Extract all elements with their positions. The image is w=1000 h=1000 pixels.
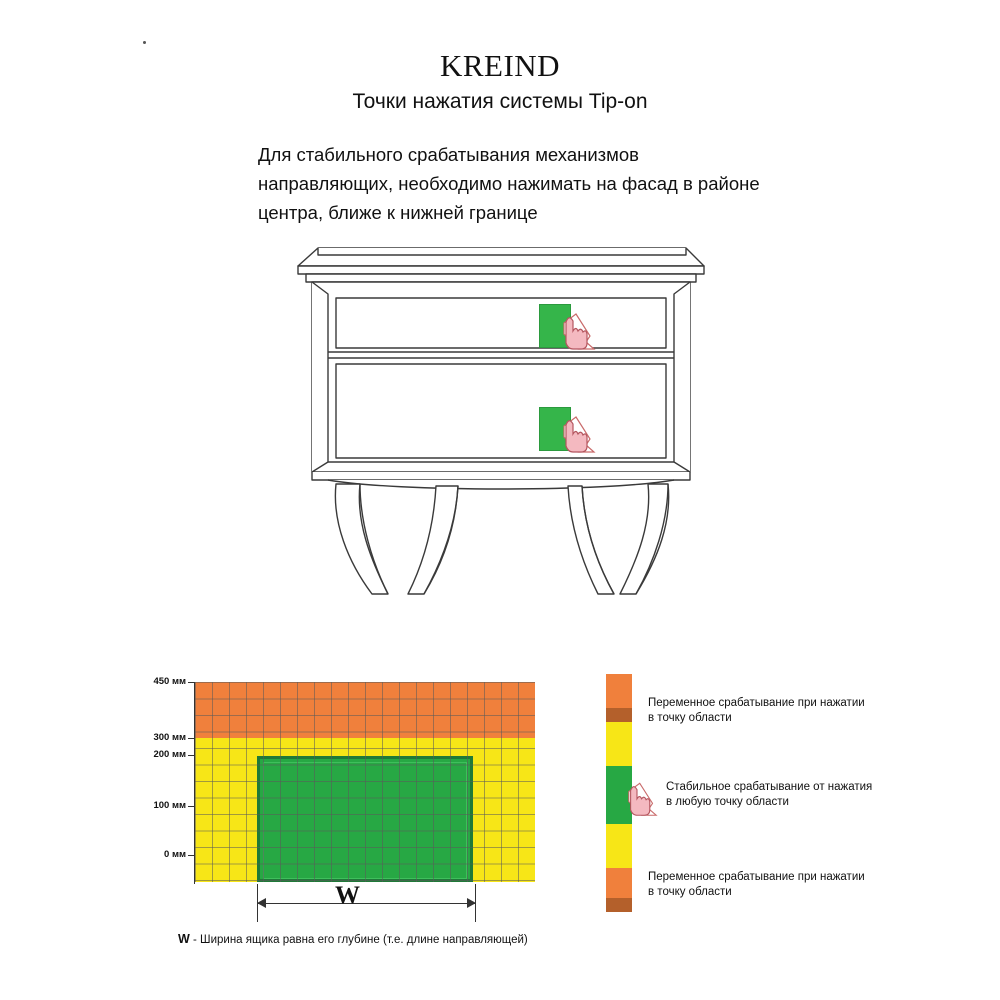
intro-paragraph: Для стабильного срабатывания механизмов направляющих, необходимо нажимать на фасад в районе центра, ближе к нижней границе [258, 144, 760, 223]
caption-text: - Ширина ящика равна его глубине (т.е. длине направляющей) [189, 934, 528, 946]
activation-zone-chart [120, 660, 880, 960]
y-tick-label: 100 мм [153, 800, 186, 811]
legend-label-variable-bottom: Переменное срабатывание при нажатии в точку области [648, 871, 865, 898]
nightstand-illustration [276, 222, 726, 612]
legend-swatch-dark-orange-bottom [606, 898, 632, 912]
y-tick-label: 450 мм [153, 676, 186, 687]
legend-label-variable-top: Переменное срабатывание при нажатии в точку области [648, 697, 865, 724]
hand-pointer-icon [550, 409, 596, 455]
legend-swatch-orange-top [606, 674, 632, 708]
legend-swatch-orange-bottom [606, 868, 632, 898]
legend-label-stable: Стабильное срабатывание от нажатия в любую точку области [666, 781, 873, 808]
legend-swatch-dark-orange-top [606, 708, 632, 722]
hand-pointer-icon [616, 776, 658, 818]
width-label: W [335, 882, 360, 909]
legend-swatch-yellow-top [606, 722, 632, 766]
caption-bold-w: W [178, 932, 190, 946]
chart-caption [178, 932, 528, 946]
y-tick-label: 300 мм [153, 732, 186, 743]
legend [606, 674, 886, 919]
zone-grid [195, 682, 535, 882]
page-subtitle: Точки нажатия системы Tip-on [352, 90, 648, 113]
y-tick-label: 0 мм [164, 849, 186, 860]
hand-pointer-icon [550, 306, 596, 352]
brand-title: KREIND [439, 48, 561, 83]
width-arrow-right [467, 898, 476, 908]
y-tick-label: 200 мм [153, 749, 186, 760]
width-arrow-left [257, 898, 266, 908]
legend-swatch-yellow-bottom [606, 824, 632, 868]
stray-dot-mark [143, 41, 146, 44]
grid-lines-overlay [195, 682, 535, 882]
width-dimension-line [257, 903, 475, 904]
